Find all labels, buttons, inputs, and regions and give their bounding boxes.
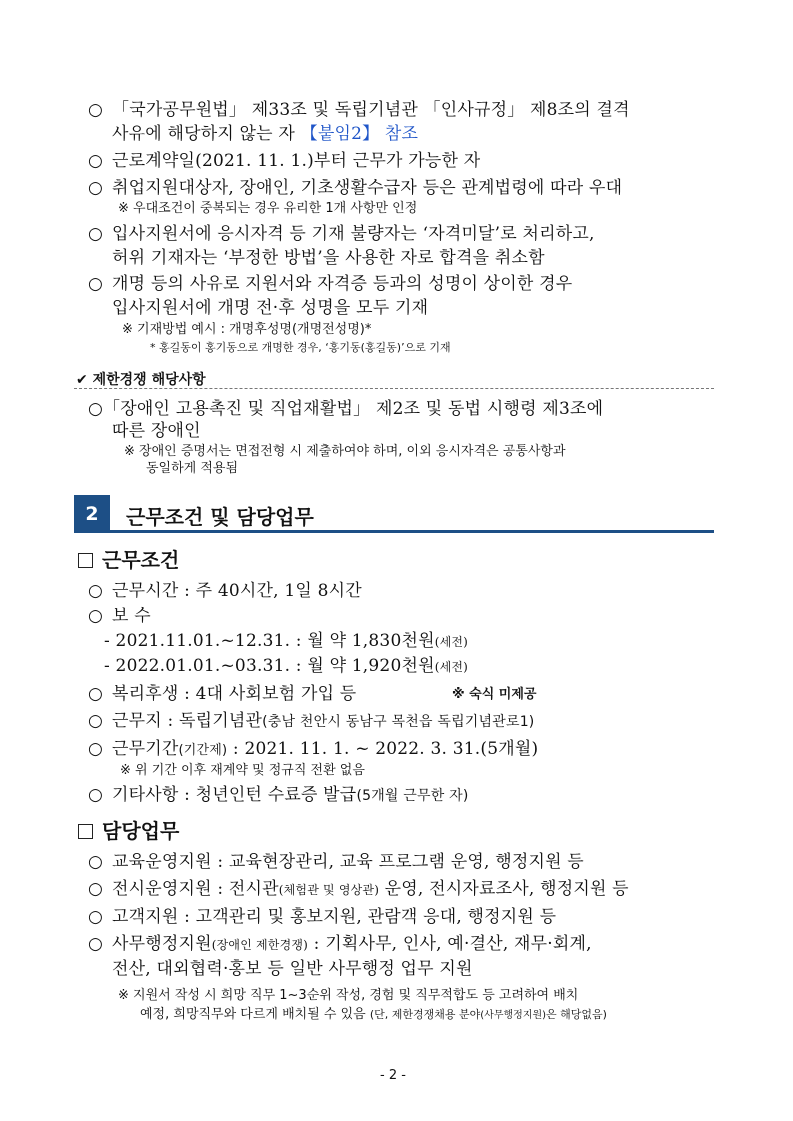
subsection-heading: 근무조건	[78, 544, 179, 573]
pay-row: - 2021.11.01.~12.31. : 월 약 1,830천원(세전)	[104, 631, 469, 651]
list-item: ○ 교육운영지원 : 교육현장관리, 교육 프로그램 운영, 행정지원 등	[88, 852, 584, 872]
check-icon: ✔	[76, 372, 88, 388]
checkbox-square-icon	[78, 824, 93, 839]
note: ※ 위 기간 이후 재계약 및 정규직 전환 없음	[120, 763, 365, 778]
list-item: ○「장애인 고용촉진 및 직업재활법」 제2조 및 동법 시행령 제3조에	[88, 399, 604, 419]
note: 동일하게 적용됨	[146, 461, 239, 476]
list-item-continuation: 사유에 해당하지 않는 자 【붙임2】 참조	[112, 124, 419, 144]
attachment-reference: 【붙임2】 참조	[300, 124, 419, 144]
checkbox-square-icon	[78, 553, 93, 568]
list-item-continuation: 따른 장애인	[112, 421, 201, 441]
restricted-heading: ✔ 제한경쟁 해당사항	[76, 372, 206, 388]
list-item: ○ 근무기간(기간제) : 2021. 11. 1. ~ 2022. 3. 31.(5개월)	[88, 739, 539, 759]
list-item: ○ 근무지 : 독립기념관(충남 천안시 동남구 목천읍 독립기념관로1)	[88, 711, 535, 731]
section-number: 2	[74, 495, 110, 533]
list-item: ○ 전시운영지원 : 전시관(체험관 및 영상관) 운영, 전시자료조사, 행정지원 등	[88, 879, 629, 899]
note: ※ 우대조건이 중복되는 경우 유리한 1개 사항만 인정	[118, 201, 418, 216]
note: 예정, 희망직무와 다르게 배치될 수 있음 (단, 제한경쟁채용 분야(사무행정지원)은 해당없음)	[140, 1007, 607, 1022]
subsection-heading: 담당업무	[78, 815, 179, 844]
list-item: ○ 근로계약일(2021. 11. 1.)부터 근무가 가능한 자	[88, 151, 481, 171]
list-item: ○ 복리후생 : 4대 사회보험 가입 등	[88, 684, 357, 704]
subnote: * 홍길동이 홍기동으로 개명한 경우, ‘홍기동(홍길동)’으로 기재	[150, 341, 451, 354]
list-item-continuation: 허위 기재자는 ‘부정한 방법’을 사용한 자로 합격을 취소함	[112, 248, 545, 268]
list-item: ○ 입사지원서에 응시자격 등 기재 불량자는 ‘자격미달’로 처리하고,	[88, 224, 595, 244]
note: ※ 장애인 증명서는 면접전형 시 제출하여야 하며, 이외 응시자격은 공통사항과	[124, 444, 566, 459]
list-item: ○ 고객지원 : 고객관리 및 홍보지원, 관람객 응대, 행정지원 등	[88, 907, 557, 927]
list-item: ○ 사무행정지원(장애인 제한경쟁) : 기획사무, 인사, 예·결산, 재무·회계,	[88, 934, 592, 954]
section-header	[74, 495, 714, 533]
list-item: ○ 근무시간 : 주 40시간, 1일 8시간	[88, 581, 362, 601]
list-item: ○ 「국가공무원법」 제33조 및 독립기념관 「인사규정」 제8조의 결격	[88, 100, 630, 120]
welfare-note: ※ 숙식 미제공	[452, 687, 537, 702]
list-item-continuation: 전산, 대외협력·홍보 등 일반 사무행정 업무 지원	[112, 959, 473, 979]
page-number: - 2 -	[380, 1068, 406, 1083]
divider	[74, 388, 714, 390]
list-item: ○ 기타사항 : 청년인턴 수료증 발급(5개월 근무한 자)	[88, 785, 469, 805]
list-item-continuation: 입사지원서에 개명 전·후 성명을 모두 기재	[112, 298, 429, 318]
note: ※ 기재방법 예시 : 개명후성명(개명전성명)*	[122, 322, 372, 337]
list-item: ○ 보 수	[88, 606, 151, 626]
section-underline	[74, 530, 714, 533]
list-item: ○ 취업지원대상자, 장애인, 기초생활수급자 등은 관계법령에 따라 우대	[88, 178, 623, 198]
section-title: 근무조건 및 담당업무	[126, 505, 314, 529]
pay-row: - 2022.01.01.~03.31. : 월 약 1,920천원(세전)	[104, 656, 469, 676]
note: ※ 지원서 작성 시 희망 직무 1~3순위 작성, 경험 및 직무적합도 등 고려하여 배치	[118, 988, 579, 1003]
list-item: ○ 개명 등의 사유로 지원서와 자격증 등과의 성명이 상이한 경우	[88, 274, 573, 294]
